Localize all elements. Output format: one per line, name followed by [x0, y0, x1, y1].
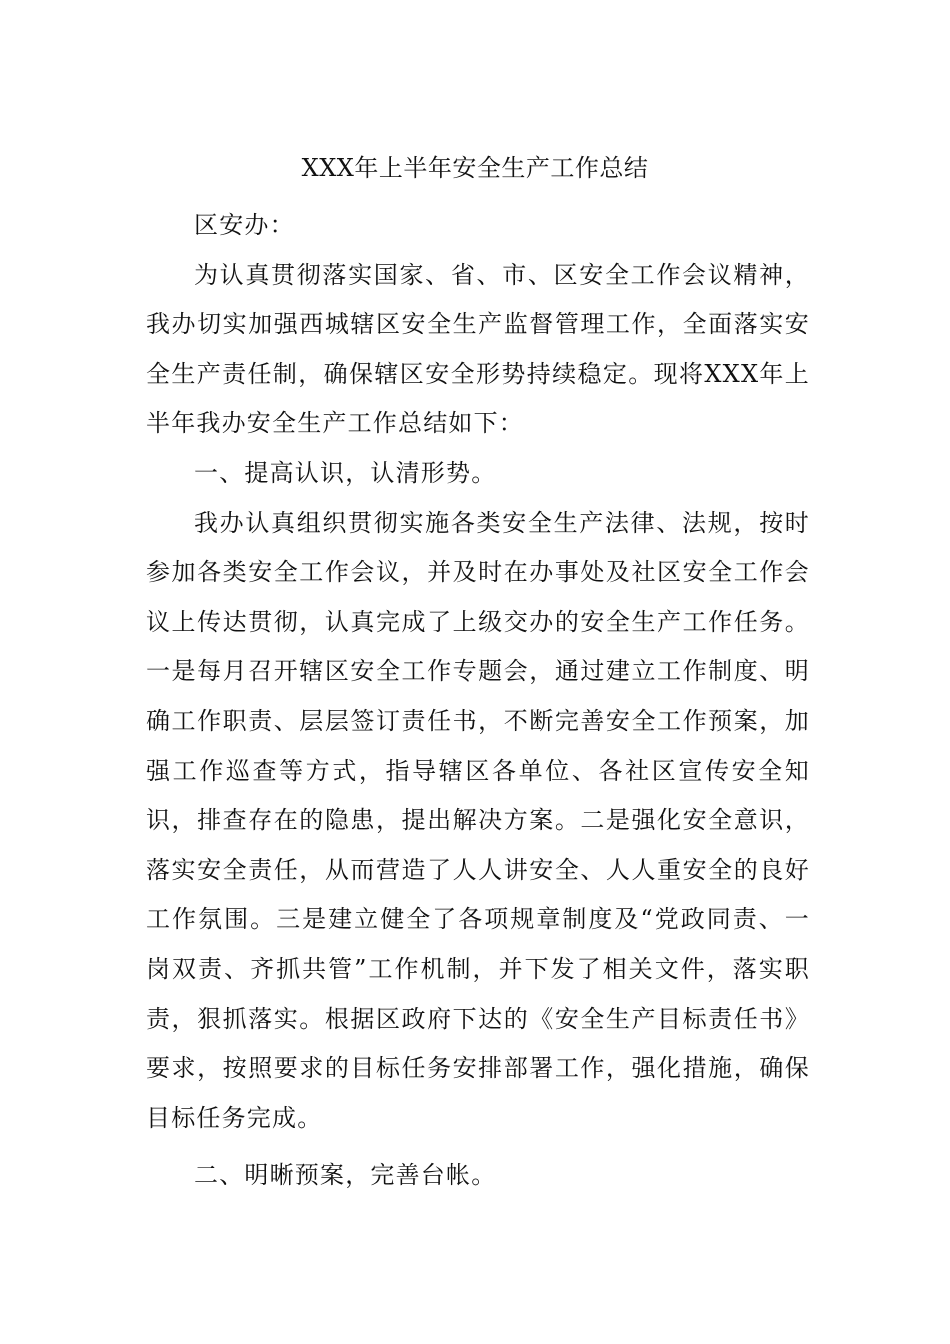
paragraph-intro: 为认真贯彻落实国家、省、市、区安全工作会议精神，我办切实加强西城辖区安全生产监督管理工作，全面落实安全生产责任制，确保辖区安全形势持续稳定。现将XXX年上半年我办安全生产工作总结如下： [146, 260, 810, 438]
document-title: XXX年上半年安全生产工作总结 [301, 154, 649, 182]
section-heading-1: 一、提高认识，认清形势。 [194, 458, 497, 487]
section-heading-2: 二、明晰预案，完善台帐。 [194, 1161, 497, 1190]
document-body [146, 201, 810, 1201]
salutation: 区安办： [194, 211, 295, 239]
paragraph-section-1: 我办认真组织贯彻实施各类安全生产法律、法规，按时参加各类安全工作会议，并及时在办事处及社区安全工作会议上传达贯彻，认真完成了上级交办的安全生产工作任务。一是每月召开辖区安全工作专题会，通过建立工作制度、明确工作职责、层层签订责任书，不断完善安全工作预案，加强工作巡查等方式，指导辖区各单位、各社区宣传安全知识，排查存在的隐患，提出解决方案。二是强化安全意识，落实安全责任，从而营造了人人讲安全、人人重安全的良好工作氛围。三是建立健全了各项规章制度及“党政同责、一岗双责、齐抓共管”工作机制，并下发了相关文件，落实职责，狠抓落实。根据区政府下达的《安全生产目标责任书》要求，按照要求的目标任务安排部署工作，强化措施，确保目标任务完成。 [146, 508, 810, 1132]
